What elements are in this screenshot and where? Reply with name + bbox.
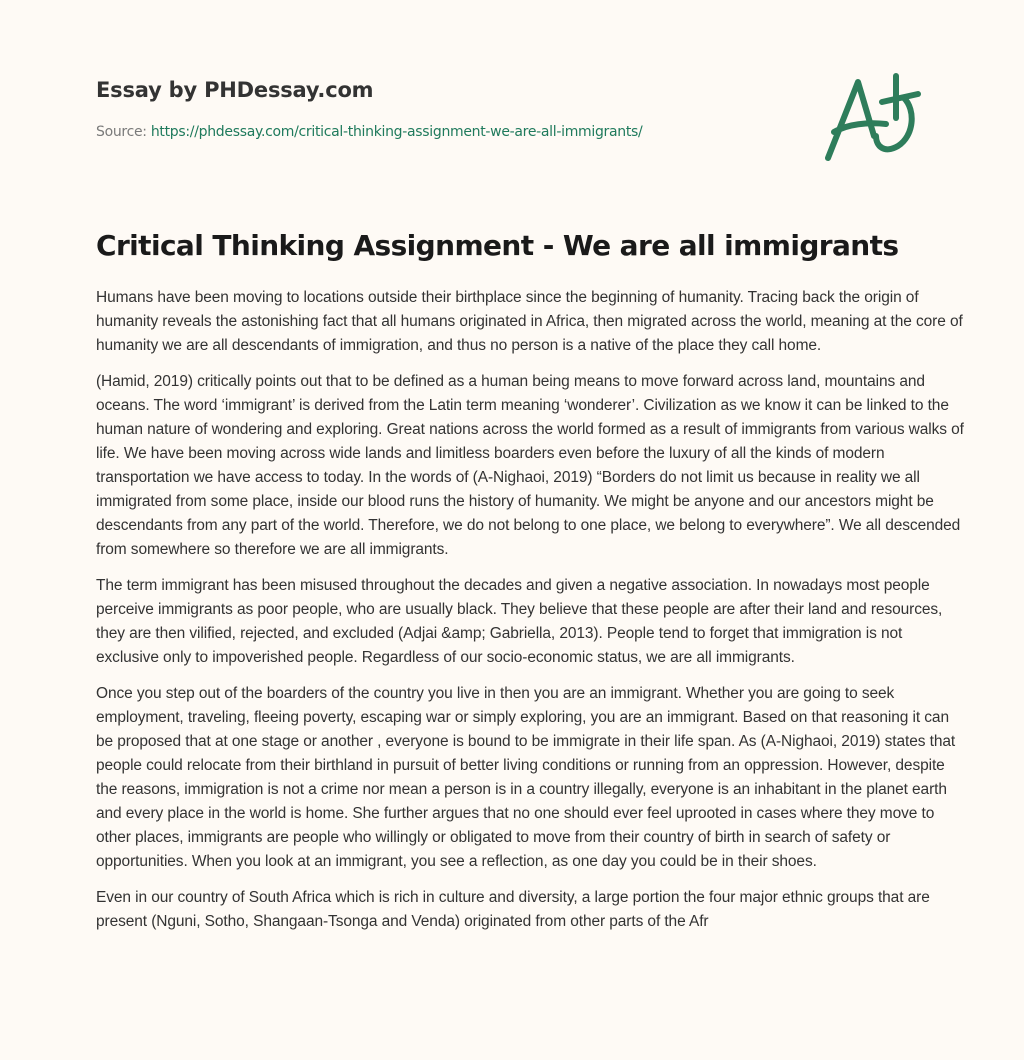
source-link[interactable]: https://phdessay.com/critical-thinking-assignment-we-are-all-immigrants/ bbox=[150, 124, 643, 140]
essay-paragraph: The term immigrant has been misused throughout the decades and given a negative association. In nowadays most people perceive immigrants as poor people, who are usually black. They believe that these people are after their land and resources, they are then vilified, rejected, and excluded (Adjai &amp; Gabriella, 2013). People tend to forget that immigration is not exclusive only to impoverished people. Regardless of our socio-economic status, we are all immigrants. bbox=[96, 577, 943, 666]
page-header bbox=[96, 74, 796, 142]
essay-paragraph: Once you step out of the boarders of the country you live in then you are an immigrant. Whether you are going to seek employment, traveling, fleeing poverty, escaping war or simply exploring, you are an immigrant. Based on that reasoning it can be proposed that at one stage or another , everyone is bound to be immigrate in their life span. As (A-Nighaoi, 2019) states that people could relocate from their birthland in pursuit of better living conditions or running from an oppression. However, despite the reasons, immigration is not a crime nor mean a person is in a country illegally, everyone is an inhabitant in the planet earth and every place in the world is home. She further argues that no one should ever feel uprooted in cases where they move to other places, immigrants are people who willingly or obligated to move from their country of birth in search of safety or opportunities. When you look at an immigrant, you see a reflection, as one day you could be in their shoes. bbox=[96, 685, 956, 870]
essay-paragraph: Even in our country of South Africa which is rich in culture and diversity, a large portion the four major ethnic groups that are present (Nguni, Sotho, Shangaan-Tsonga and Venda) originated from other parts of the Afr bbox=[96, 889, 930, 930]
source-label: Source: bbox=[96, 124, 151, 140]
essay-paragraph: Humans have been moving to locations outside their birthplace since the beginning of humanity. Tracing back the origin of humanity reveals the astonishing fact that all humans originated in Africa, then migrated across the world, meaning at the core of humanity we are all descendants of immigration, and thus no person is a native of the place they call home. bbox=[96, 289, 963, 354]
essay-body bbox=[96, 286, 966, 946]
essay-title: Critical Thinking Assignment - We are all immigrants bbox=[96, 229, 899, 262]
a-plus-logo-icon bbox=[818, 62, 938, 172]
essay-paragraph: (Hamid, 2019) critically points out that to be defined as a human being means to move forward across land, mountains and oceans. The word ‘immigrant’ is derived from the Latin term meaning ‘wonderer’. Civilization as we know it can be linked to the human nature of wondering and exploring. Great nations across the world formed as a result of immigrants from various walks of life. We have been moving across wide lands and limitless boarders even before the luxury of all the kinds of modern transportation we have access to today. In the words of (A-Nighaoi, 2019) “Borders do not limit us because in reality we all immigrated from some place, inside our blood runs the history of humanity. We might be anyone and our ancestors might be descendants from any part of the world. Therefore, we do not belong to one place, we belong to everywhere”. We all descended from somewhere so therefore we are all immigrants. bbox=[96, 373, 964, 558]
site-title: Essay by PHDessay.com bbox=[96, 78, 374, 102]
source-line bbox=[96, 122, 796, 142]
